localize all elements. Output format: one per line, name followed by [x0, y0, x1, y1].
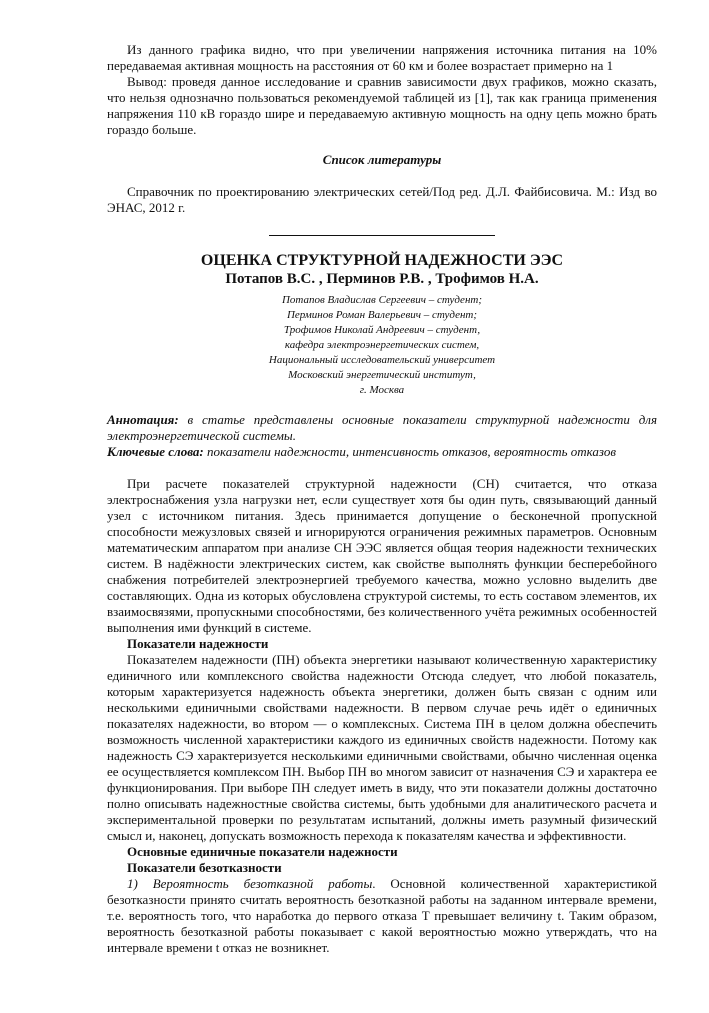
body-paragraph-3 — [107, 876, 657, 956]
affiliation-line: кафедра электроэнергетических систем, — [284, 339, 480, 351]
article-title: ОЦЕНКА СТРУКТУРНОЙ НАДЕЖНОСТИ ЭЭС — [200, 252, 564, 269]
affiliation-line: Национальный исследовательский университет — [268, 354, 496, 366]
keywords — [107, 444, 657, 460]
section-heading-reliability-indicators: Показатели надежности — [127, 636, 269, 651]
prev-paragraph-1: Из данного графика видно, что при увеличении напряжения источника питания на 10% передаваемая активная мощность на расстояния от 60 км и более возрастает примерно на 1 — [107, 42, 657, 73]
affiliation-line: Перминов Роман Валерьевич – студент; — [286, 309, 478, 321]
section-heading-failure-free: Показатели безотказности — [127, 860, 282, 875]
keywords-label: Ключевые слова: — [107, 444, 204, 459]
keywords-text: показатели надежности, интенсивность отказов, вероятность отказов — [203, 444, 616, 459]
annotation-label: Аннотация: — [107, 412, 179, 427]
annotation — [107, 412, 657, 444]
affiliation-line: г. Москва — [359, 384, 405, 396]
affiliation-line: Потапов Владислав Сергеевич – студент; — [281, 294, 483, 306]
annotation-text: в статье представлены основные показатели структурной надежности для электроэнергетической системы. — [107, 412, 657, 443]
references-heading: Список литературы — [322, 152, 442, 167]
body-paragraph-2: Показателем надежности (ПН) объекта энергетики называют количественную характеристику единичного или комплексного свойства надежности Отсюда следует, что любой показатель, которым характеризуется надежность объекта энергетики, должен быть связан с одним или несколькими единичными свойствами надежности. В первом случае речь идёт о единичных показателях надежности, во втором — о комплексных. Система ПН в целом должна обеспечить возможность численной характеристики каждого из единичных свойств надежности. Потому как надежность СЭ характеризуется несколькими единичными свойствами, обычно численная оценка ее осуществляется комплексом ПН. Выбор ПН во многом зависит от назначения СЭ и характера ее функционирования. При выборе ПН следует иметь в виду, что эти показатели должны достаточно полно описывать надежностные свойства системы, быть удобными для аналитического расчета и экспериментальной проверки по результатам испытаний, должны иметь разумный физический смысл и, наконец, допускать возможность перехода к показателям качества и эффективности. — [107, 652, 657, 843]
author-affiliation — [107, 293, 657, 398]
affiliation-line: Московский энергетический институт, — [288, 369, 476, 381]
reference-item-1: Справочник по проектированию электрических сетей/Под ред. Д.Л. Файбисовича. М.: Изд во ЭНАС, 2012 г. — [107, 184, 657, 215]
term-probability: 1) Вероятность безотказной работы — [127, 876, 373, 891]
body-paragraph-3-text: . Основной количественной характеристикой безотказности принято считать вероятность безотказной работы на заданном интервале времени, т.е. вероятность того, что наработка до первого отказа T превышает величину t. Таким образом, вероятность безотказной работы показывает с какой вероятностью можно утверждать, что на интервале времени t отказ не возникнет. — [107, 876, 657, 955]
prev-paragraph-conclusion: Вывод: проведя данное исследование и сравнив зависимости двух графиков, можно сказать, что нельзя однозначно пользоваться рекомендуемой таблицей из [1], так как граница применения напряжения 110 кВ гораздо шире и передаваемую активную мощность на одну цепь можно брать гораздо больше. — [107, 74, 657, 137]
body-paragraph-1: При расчете показателей структурной надежности (СН) считается, что отказа электроснабжения узла нагрузки нет, если существует хотя бы один путь, связывающий данный узел с источником питания. Здесь принимается допущение о бесконечной пропускной способности межузловых связей и игнорируются ограничения режимных параметров. Основным математическим аппаратом при анализе СН ЭЭС является общая теория надежности технических систем. В надёжности электрических систем, как свойстве выполнять функции бесперебойного снабжения потребителей электроэнергией требуемого качества, можно условно выделить две составляющих. Одна из которых обусловлена структурой системы, то есть составом элементов, их взаимосвязями, пропускными способностями, без количественного учёта режимных особенностей выполнения ими функций в системе. — [107, 476, 657, 635]
section-divider — [269, 235, 495, 236]
document-page — [107, 42, 657, 956]
article-authors: Потапов В.С. , Перминов Р.В. , Трофимов Н.А. — [225, 271, 539, 287]
affiliation-line: Трофимов Николай Андреевич – студент, — [283, 324, 481, 336]
section-heading-basic-indicators: Основные единичные показатели надежности — [127, 844, 398, 859]
